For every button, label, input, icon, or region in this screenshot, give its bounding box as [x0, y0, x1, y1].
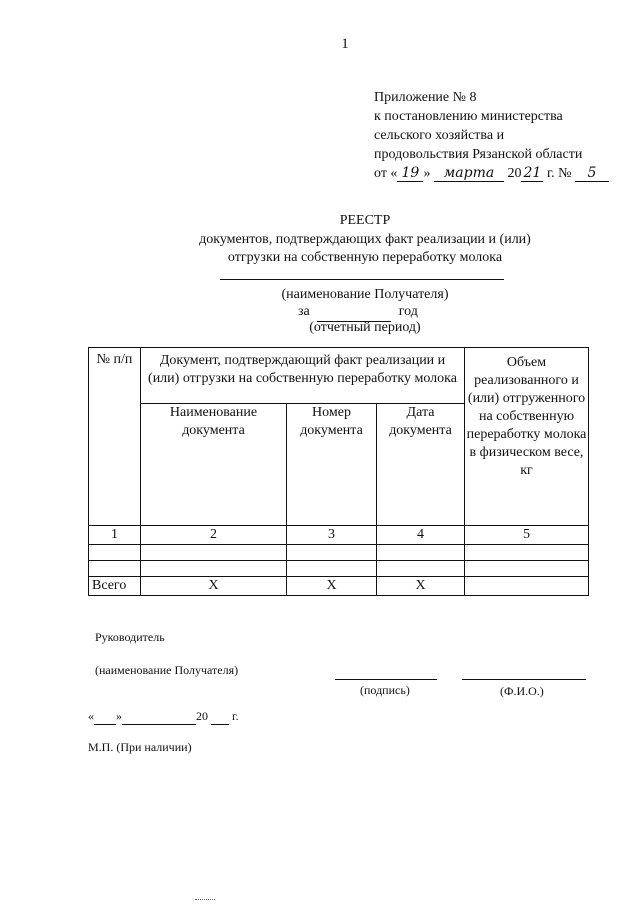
period-prefix: за [298, 304, 310, 319]
date-mid: » [423, 166, 431, 181]
quote-open: « [88, 709, 94, 723]
index-cell: 1 [89, 526, 141, 545]
period-suffix: год [398, 304, 418, 319]
index-row [89, 526, 589, 545]
appendix-line3: сельского хозяйства и [374, 128, 505, 143]
index-cell: 4 [377, 526, 465, 545]
document-subtitle-line2: отгрузки на собственную переработку молока [227, 250, 503, 265]
fio-caption: (Ф.И.О.) [500, 684, 544, 698]
date-prefix: от « [374, 166, 398, 181]
total-cell: X [287, 577, 377, 596]
handwritten-year: 21 [521, 166, 543, 182]
head-label: Руководитель [95, 630, 165, 644]
total-cell: X [141, 577, 287, 596]
index-cell: 3 [287, 526, 377, 545]
sign-date-line [88, 709, 239, 725]
total-cell: X [377, 577, 465, 596]
empty-row [89, 561, 589, 577]
signature-line [335, 679, 437, 680]
day-blank [94, 709, 116, 725]
header-no: № п/п [89, 348, 141, 526]
header-doc-date: Дата документа [377, 404, 465, 526]
appendix-line2: к постановлению министерства [374, 109, 563, 124]
total-row [89, 577, 589, 596]
header-document-group: Документ, подтверждающий факт реализации и (или) отгрузки на собственную переработку молока [141, 348, 465, 404]
year-prefix: 20 [507, 166, 522, 181]
appendix-date-line [374, 164, 609, 183]
page-number: 1 [341, 36, 349, 52]
period-caption: (отчетный период) [309, 320, 421, 335]
stamp-label: М.П. (При наличии) [88, 740, 192, 754]
header-doc-name: Наименование документа [141, 404, 287, 526]
appendix-line4: продовольствия Рязанской области [374, 147, 583, 162]
quote-close: » [116, 709, 122, 723]
appendix-line1: Приложение № 8 [374, 90, 477, 105]
month-blank [122, 709, 196, 725]
date-year-prefix: 20 [196, 709, 208, 723]
empty-row [89, 545, 589, 561]
document-subtitle-line1: документов, подтверждающих факт реализации и (или) [199, 232, 531, 247]
recipient-label: (наименование Получателя) [95, 663, 239, 677]
registry-table [88, 347, 589, 596]
index-cell: 2 [141, 526, 287, 545]
total-label: Всего [89, 577, 141, 596]
footer-dots [195, 899, 215, 900]
recipient-caption: (наименование Получателя) [281, 287, 449, 302]
number-label: г. № [546, 166, 572, 181]
handwritten-number: 5 [575, 166, 609, 182]
header-volume: Объем реализованного и (или) отгруженного на собственную переработку молока в физическом весе, кг [465, 348, 589, 526]
header-doc-number: Номер документа [287, 404, 377, 526]
handwritten-day: 19 [397, 166, 423, 182]
recipient-blank-line [220, 279, 504, 280]
handwritten-month: марта [434, 166, 504, 182]
fio-line [462, 679, 586, 680]
document-title: РЕЕСТР [339, 213, 391, 228]
index-cell: 5 [465, 526, 589, 545]
signature-caption: (подпись) [360, 683, 410, 697]
total-cell [465, 577, 589, 596]
year-blank [211, 709, 229, 725]
date-g: г. [232, 709, 239, 723]
appendix-block [374, 88, 609, 183]
